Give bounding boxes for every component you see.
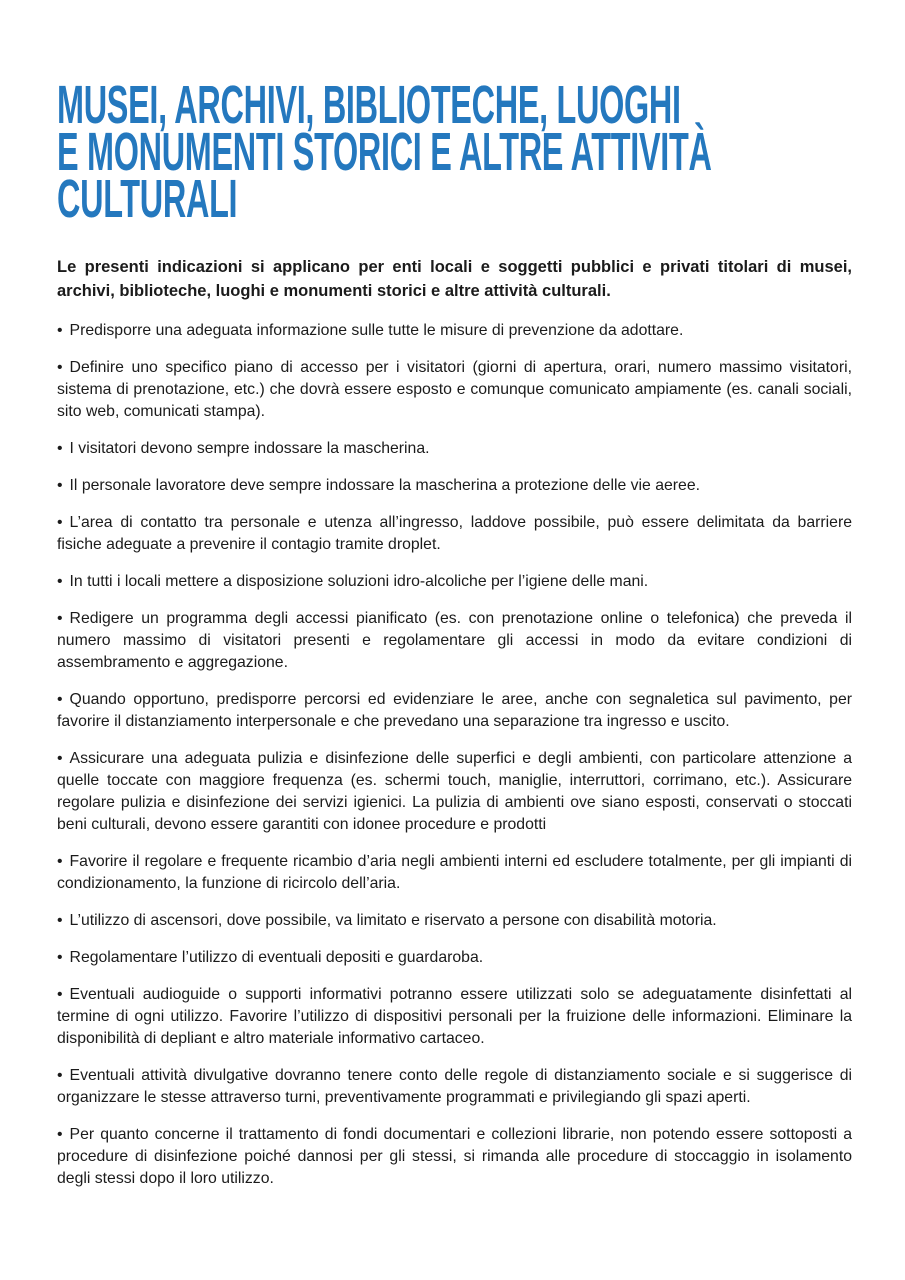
bullet-text: I visitatori devono sempre indossare la mascherina. [69,440,430,457]
bullet-icon: • [57,1067,63,1084]
bullet-item [57,357,852,423]
bullet-text: Eventuali audioguide o supporti informativi potranno essere utilizzati solo se adeguatamente disinfettati al termine di ogni utilizzo. Favorire l’utilizzo di dispositivi personali per la fruizione delle informazioni. Eliminare la disponibilità di depliant e altro materiale informativo cartaceo. [57,986,852,1047]
bullet-item [57,1065,852,1109]
bullet-text: Per quanto concerne il trattamento di fondi documentari e collezioni librarie, non potendo essere sottoposti a procedure di disinfezione poiché dannosi per gli stessi, si rimanda alle procedure di stoccaggio in isolamento degli stessi dopo il loro utilizzo. [57,1126,852,1187]
bullet-text: Favorire il regolare e frequente ricambio d’aria negli ambienti interni ed escludere totalmente, per gli impianti di condizionamento, la funzione di ricircolo dell’aria. [57,853,852,892]
bullet-icon: • [57,750,63,767]
bullet-text: Redigere un programma degli accessi pianificato (es. con prenotazione online o telefonica) che preveda il numero massimo di visitatori presenti e regolamentare gli accessi in modo da evitare condizioni di assembramento e aggregazione. [57,610,852,671]
bullet-item [57,689,852,733]
page-title-line-3: CULTURALI [57,169,238,229]
bullet-icon: • [57,440,63,457]
bullet-text: Assicurare una adeguata pulizia e disinfezione delle superfici e degli ambienti, con particolare attenzione a quelle toccate con maggiore frequenza (es. schermi touch, maniglie, interruttori, corrimano, etc.). Assicurare regolare pulizia e disinfezione dei servizi igienici. La pulizia di ambienti ove siano esposti, conservati o stoccati beni culturali, devono essere garantiti con idonee procedure e prodotti [57,750,852,833]
bullet-text: In tutti i locali mettere a disposizione soluzioni idro-alcoliche per l’igiene delle mani. [69,573,649,590]
bullet-item [57,984,852,1050]
bullet-icon: • [57,514,63,531]
bullet-item [57,947,852,969]
bullet-text: Il personale lavoratore deve sempre indossare la mascherina a protezione delle vie aeree. [69,477,701,494]
bullet-item [57,910,852,932]
bullet-text: Eventuali attività divulgative dovranno tenere conto delle regole di distanziamento sociale e si suggerisce di organizzare le stesse attraverso turni, preventivamente programmati e privilegiando gli spazi aperti. [57,1067,852,1106]
bullet-item [57,1124,852,1190]
bullet-icon: • [57,477,63,494]
page-title [57,75,712,229]
bullet-icon: • [57,949,63,966]
bullet-icon: • [57,912,63,929]
bullet-icon: • [57,691,63,708]
bullet-text: Quando opportuno, predisporre percorsi ed evidenziare le aree, anche con segnaletica sul pavimento, per favorire il distanziamento interpersonale e che prevedano una separazione tra ingresso e uscito. [57,691,852,730]
page-title-line-1: MUSEI, ARCHIVI, BIBLIOTECHE, LUOGHI [57,75,681,135]
bullet-item [57,571,852,593]
bullet-item [57,608,852,674]
bullet-item [57,320,852,342]
bullet-text: L’area di contatto tra personale e utenza all’ingresso, laddove possibile, può essere delimitata da barriere fisiche adeguate a prevenire il contagio tramite droplet. [57,514,852,553]
bullet-text: Regolamentare l’utilizzo di eventuali depositi e guardaroba. [69,949,484,966]
bullet-item [57,851,852,895]
intro-paragraph: Le presenti indicazioni si applicano per enti locali e soggetti pubblici e privati titolari di musei, archivi, biblioteche, luoghi e monumenti storici e altre attività culturali. [57,258,852,300]
bullet-icon: • [57,610,63,627]
bullet-icon: • [57,853,63,870]
bullet-item [57,512,852,556]
bullet-icon: • [57,359,63,376]
bullet-icon: • [57,573,63,590]
page-title-line-2: E MONUMENTI STORICI E ALTRE ATTIVITÀ [57,122,712,182]
bullet-icon: • [57,322,63,339]
bullet-item [57,438,852,460]
bullet-item [57,748,852,836]
bullet-icon: • [57,986,63,1003]
bullet-item [57,475,852,497]
bullet-text: Predisporre una adeguata informazione sulle tutte le misure di prevenzione da adottare. [69,322,684,339]
bullet-text: Definire uno specifico piano di accesso per i visitatori (giorni di apertura, orari, numero massimo visitatori, sistema di prenotazione, etc.) che dovrà essere esposto e comunque comunicato ampiamente (es. canali sociali, sito web, comunicati stampa). [57,359,852,420]
bullet-text: L’utilizzo di ascensori, dove possibile, va limitato e riservato a persone con disabilità motoria. [69,912,717,929]
bullet-icon: • [57,1126,63,1143]
